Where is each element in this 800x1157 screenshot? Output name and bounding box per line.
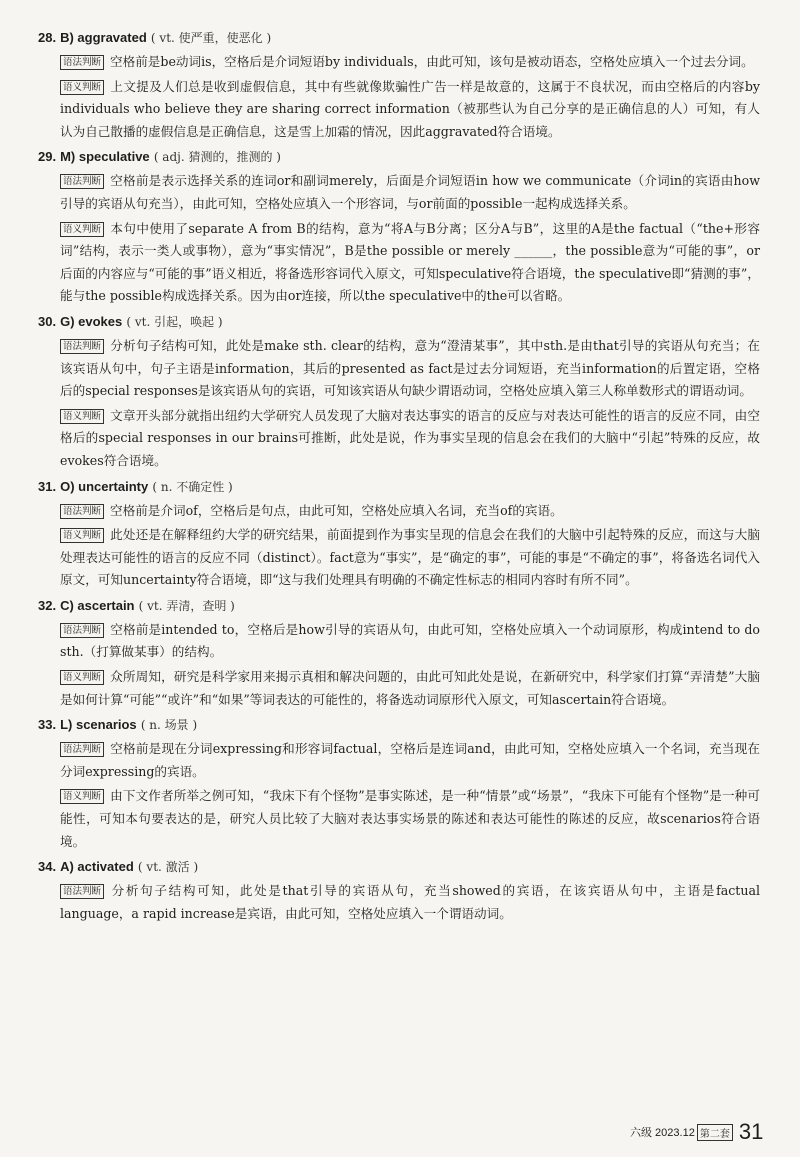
- entry-heading: [38, 715, 760, 735]
- explanation-paragraph: [60, 335, 760, 403]
- question-number: 30.: [38, 313, 57, 329]
- explanation-text: 上文提及人们总是收到虚假信息，其中有些就像欺骗性广告一样是故意的，这属于不良状况，而由空格后的内容by individuals who believe they are sharing correct information（被那些认为自己分享的是正确信息的人）可知，有人认为自己散播的虚假信息是正确信息，这是雪上加霜的情况，因此aggravated符合语境。: [60, 78, 760, 139]
- explanation-text: 众所周知，研究是科学家用来揭示真相和解决问题的，由此可知此处是说，在新研究中，科学家们打算“弄清楚”大脑是如何计算“可能”“或许”和“如果”等词表达的可能性的，将备选动词原形代入原文，可知ascertain符合语境。: [60, 669, 760, 707]
- explanation-paragraph: [60, 666, 760, 711]
- explanation-paragraph: [60, 218, 760, 308]
- explanation-text: 文章开头部分就指出纽约大学研究人员发现了大脑对表达事实的语言的反应与对表达可能性的语言的反应不同，由空格后的special responses in our brains可推断，此处是说，作为事实呈现的信息会在我们的大脑中“引起”特殊的反应，故evokes符合语境。: [60, 407, 760, 468]
- entry-heading: [38, 857, 760, 877]
- explanation-paragraph: [60, 170, 760, 215]
- entry-heading: [38, 312, 760, 332]
- part-of-speech: ( n. 不确定性 ): [152, 479, 233, 494]
- answer-entry: [38, 312, 760, 473]
- explanation-paragraph: [60, 738, 760, 783]
- explanation-paragraph: [60, 76, 760, 144]
- explanation-text: 分析句子结构可知，此处是make sth. clear的结构，意为“澄清某事”，其中sth.是由that引导的宾语从句充当；在该宾语从句中，句子主语是information，其后的presented as fact是过去分词短语，充当information的后置定语，空格后的special responses是该宾语从句的宾语，可知该宾语从句缺少谓语动词，空格处应填入第三人称单数形式的谓语动词。: [60, 337, 760, 399]
- set-badge: 第二套: [697, 1124, 733, 1141]
- judgement-tag: 语法判断: [60, 55, 104, 70]
- answer-explanations: [38, 28, 760, 929]
- explanation-paragraph: [60, 785, 760, 853]
- judgement-tag: 语义判断: [60, 670, 104, 685]
- judgement-tag: 语法判断: [60, 884, 104, 899]
- page-footer: [630, 1118, 770, 1146]
- answer-word: G) evokes: [60, 313, 123, 329]
- part-of-speech: ( adj. 猜测的，推测的 ): [153, 150, 281, 165]
- question-number: 33.: [38, 717, 57, 733]
- explanation-text: 本句中使用了separate A from B的结构，意为“将A与B分离；区分A与B”，这里的A是the factual（“the+形容词”结构，表示一类人或事物），意为“事实情况”，B是the possible or merely ______，the possible意为“可能的事”，or后面的内容应与“可能的事”语义相近，将备选形容词代入原文，可知speculative符合语境，the speculative即“猜测的事”，能与the possible构成选择关系。因为由or连接，所以the speculative中的the可以省略。: [60, 220, 760, 304]
- answer-entry: [38, 715, 760, 853]
- question-number: 31.: [38, 478, 57, 494]
- explanation-paragraph: [60, 405, 760, 473]
- answer-entry: [38, 147, 760, 308]
- explanation-paragraph: [60, 880, 760, 925]
- answer-entry: [38, 857, 760, 925]
- part-of-speech: ( n. 场景 ): [140, 718, 198, 733]
- explanation-text: 分析句子结构可知，此处是that引导的宾语从句，充当showed的宾语，在该宾语从句中，主语是factual language，a rapid increase是宾语，由此可知，空格处应填入一个谓语动词。: [60, 883, 760, 921]
- explanation-text: 空格前是介词of，空格后是句点，由此可知，空格处应填入名词，充当of的宾语。: [110, 502, 563, 518]
- question-number: 28.: [38, 30, 57, 45]
- part-of-speech: ( vt. 弄清，查明 ): [138, 598, 235, 613]
- answer-word: A) activated: [60, 859, 134, 875]
- part-of-speech: ( vt. 引起，唤起 ): [126, 314, 223, 329]
- judgement-tag: 语义判断: [60, 528, 104, 543]
- judgement-tag: 语义判断: [60, 409, 104, 424]
- question-number: 34.: [38, 859, 57, 875]
- judgement-tag: 语义判断: [60, 80, 104, 95]
- explanation-text: 空格前是be动词is，空格后是介词短语by individuals，由此可知，该句是被动语态，空格处应填入一个过去分词。: [110, 54, 754, 69]
- answer-entry: [38, 596, 760, 711]
- answer-word: L) scenarios: [60, 717, 137, 733]
- entry-heading: [38, 477, 760, 497]
- explanation-text: 空格前是表示选择关系的连词or和副词merely，后面是介词短语in how we communicate（介词in的宾语由how引导的宾语从句充当），由此可知，空格处应填入一个形容词，与or前面的possible一起构成选择关系。: [60, 173, 760, 211]
- judgement-tag: 语法判断: [60, 174, 104, 189]
- question-number: 29.: [38, 149, 57, 165]
- judgement-tag: 语法判断: [60, 742, 104, 757]
- answer-entry: [38, 28, 760, 143]
- explanation-text: 空格前是现在分词expressing和形容词factual，空格后是连词and，由此可知，空格处应填入一个名词，充当现在分词expressing的宾语。: [60, 741, 760, 779]
- answer-entry: [38, 477, 760, 592]
- question-number: 32.: [38, 597, 57, 613]
- explanation-paragraph: [60, 619, 760, 664]
- explanation-paragraph: [60, 51, 760, 74]
- part-of-speech: ( vt. 使严重，使恶化 ): [150, 31, 272, 45]
- judgement-tag: 语法判断: [60, 623, 104, 638]
- answer-word: B) aggravated: [60, 30, 147, 45]
- explanation-text: 此处还是在解释纽约大学的研究结果，前面提到作为事实呈现的信息会在我们的大脑中引起特殊的反应，而这与大脑处理表达可能性的语言的反应不同（distinct）。fact意为“事实”，是“确定的事”，可能的事是“不确定的事”，将备选名词代入原文，可知uncertainty符合语境，即“这与我们处理具有明确的不确定性标志的相同内容时有所不同”。: [60, 527, 760, 588]
- exam-label: 六级 2023.12: [630, 1127, 695, 1139]
- entry-heading: [38, 28, 760, 48]
- answer-word: M) speculative: [60, 149, 150, 165]
- page-number: 31: [738, 1119, 764, 1144]
- explanation-text: 由下文作者所举之例可知，“我床下有个怪物”是事实陈述，是一种“情景”或“场景”，“我床下可能有个怪物”是一种可能性，可知本句要表达的是，研究人员比较了大脑对表达事实场景的陈述和表达可能性的陈述的反应，故scenarios符合语境。: [60, 788, 760, 849]
- judgement-tag: 语义判断: [60, 789, 104, 804]
- explanation-paragraph: [60, 500, 760, 523]
- entry-heading: [38, 596, 760, 616]
- entry-heading: [38, 147, 760, 167]
- judgement-tag: 语义判断: [60, 222, 104, 237]
- part-of-speech: ( vt. 激活 ): [137, 860, 199, 875]
- judgement-tag: 语法判断: [60, 504, 104, 519]
- explanation-paragraph: [60, 524, 760, 592]
- answer-word: C) ascertain: [60, 597, 135, 613]
- answer-word: O) uncertainty: [60, 478, 149, 494]
- explanation-text: 空格前是intended to，空格后是how引导的宾语从句，由此可知，空格处应填入一个动词原形，构成intend to do sth.（打算做某事）的结构。: [60, 621, 760, 660]
- judgement-tag: 语法判断: [60, 339, 104, 354]
